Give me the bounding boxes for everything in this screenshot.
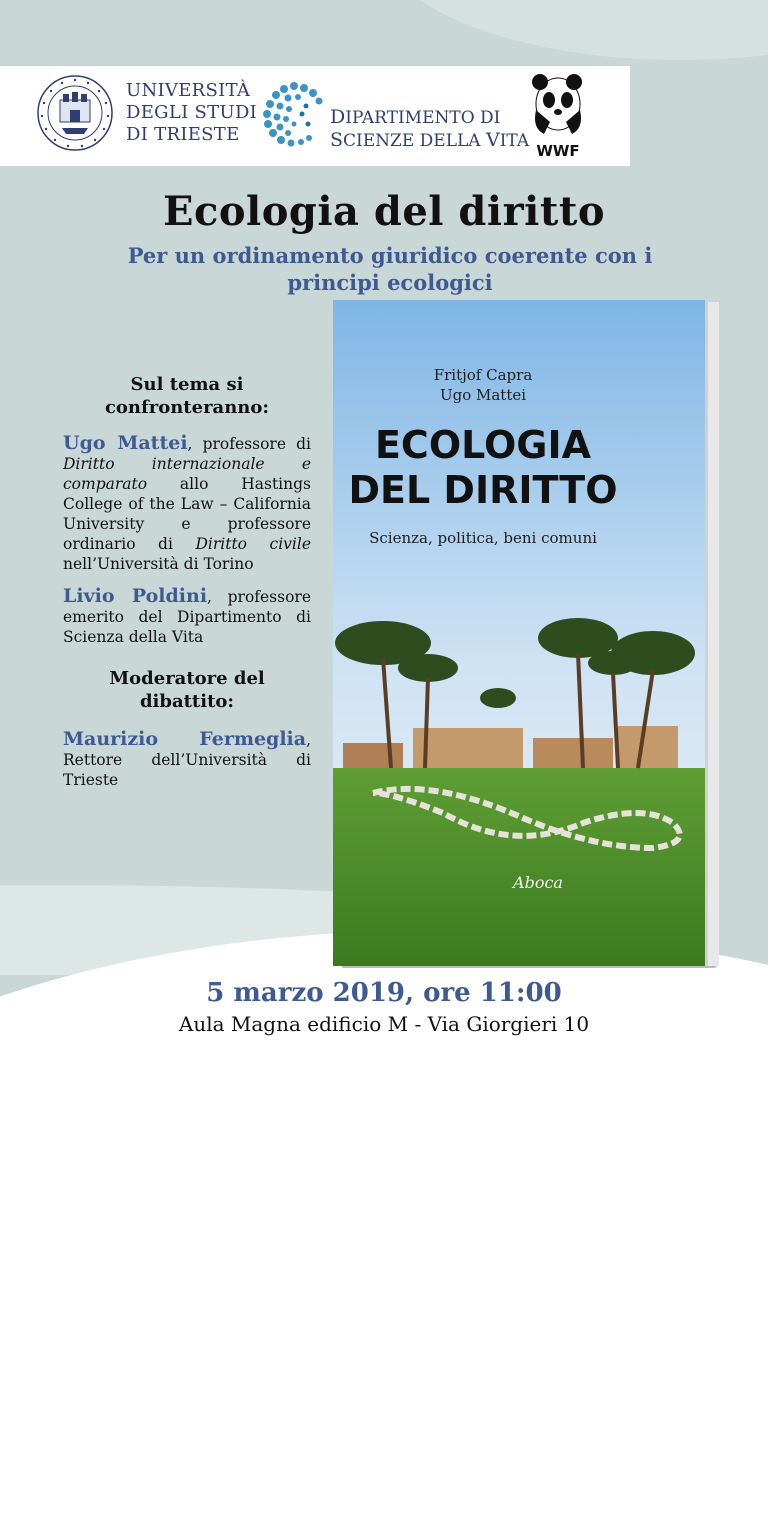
university-line-3: DI TRIESTE xyxy=(126,124,240,145)
moderator-heading: Moderatore del dibattito: xyxy=(109,668,265,712)
wwf-label: WWF xyxy=(536,142,580,160)
page-title: Ecologia del diritto xyxy=(162,188,605,235)
speaker-name: Ugo Mattei xyxy=(63,432,188,454)
book-title-line-1: ECOLOGIA xyxy=(374,423,592,467)
book-subtitle: Scienza, politica, beni comuni xyxy=(369,529,597,547)
book-author-1: Fritjof Capra xyxy=(433,366,533,384)
department-name xyxy=(330,106,529,152)
department-line-1: DIPARTIMENTO DI xyxy=(330,106,501,128)
moderator-name: Maurizio Fermeglia xyxy=(63,728,307,750)
university-line-1: UNIVERSITÀ xyxy=(126,80,251,101)
speaker-name: Livio Poldini xyxy=(63,585,208,607)
university-seal-icon xyxy=(36,74,114,152)
department-line-2: SCIENZE DELLA VITA xyxy=(330,129,530,151)
page-subtitle xyxy=(110,242,670,296)
moderator-maurizio-fermeglia: Maurizio Fermeglia, Rettore dell’Università di Trieste xyxy=(63,728,311,789)
book-author-2: Ugo Mattei xyxy=(439,386,527,404)
speaker-livio-poldini: Livio Poldini, professore emerito del Dipartimento di Scienza della Vita xyxy=(63,585,312,646)
speakers-heading: Sul tema si confronteranno: xyxy=(104,374,270,418)
speaker-ugo-mattei: Ugo Mattei, professore di Diritto internazionale e comparato allo Hastings College of the Law – California University e professore ordinario di Diritto civile nell’Università di Torino xyxy=(63,432,312,573)
subtitle-line-1: Per un ordinamento giuridico coerente con i xyxy=(127,243,653,268)
university-line-2: DEGLI STUDI xyxy=(126,102,258,123)
book-publisher: Aboca xyxy=(513,873,563,892)
subtitle-line-2: principi ecologici xyxy=(287,270,493,295)
event-date: 5 marzo 2019, ore 11:00 xyxy=(206,978,562,1008)
event-venue: Aula Magna edificio M - Via Giorgieri 10 xyxy=(178,1012,590,1036)
book-title-line-2: DEL DIRITTO xyxy=(348,468,618,512)
book-cover xyxy=(333,298,723,970)
university-name xyxy=(126,80,257,146)
department-logo-icon xyxy=(258,80,328,150)
wwf-panda-logo-icon xyxy=(528,72,588,162)
speakers-column xyxy=(63,373,311,790)
logo-bar xyxy=(0,66,630,166)
